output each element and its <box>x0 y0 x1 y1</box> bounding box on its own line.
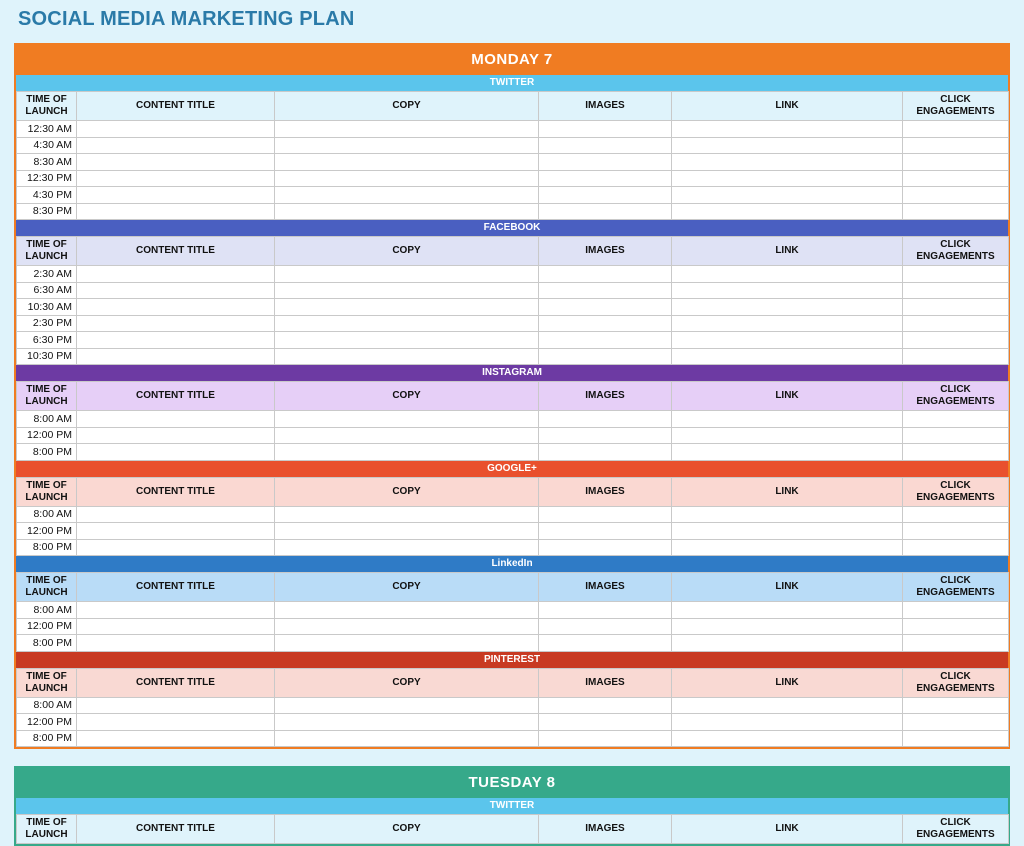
entry-cell[interactable] <box>77 444 275 461</box>
table-row <box>17 714 1009 731</box>
entry-cell[interactable] <box>903 299 1009 316</box>
column-header-row <box>17 477 1009 506</box>
entry-cell[interactable] <box>77 523 275 540</box>
entry-cell[interactable] <box>672 523 903 540</box>
column-header-content-title: CONTENT TITLE <box>77 477 275 506</box>
column-header-time-of-launch: TIME OF LAUNCH <box>17 382 77 411</box>
entry-cell[interactable] <box>77 427 275 444</box>
entry-cell[interactable] <box>903 282 1009 299</box>
table-row <box>17 348 1009 365</box>
entry-cell[interactable] <box>903 170 1009 187</box>
column-header-copy: COPY <box>275 477 539 506</box>
column-header-click-engagements: CLICK ENGAGEMENTS <box>903 573 1009 602</box>
entry-cell[interactable] <box>275 187 539 204</box>
time-cell: 12:00 PM <box>17 618 77 635</box>
entry-cell[interactable] <box>903 697 1009 714</box>
column-header-click-engagements: CLICK ENGAGEMENTS <box>903 477 1009 506</box>
entry-cell[interactable] <box>275 170 539 187</box>
column-header-row <box>17 668 1009 697</box>
time-cell: 6:30 PM <box>17 332 77 349</box>
entry-cell[interactable] <box>539 299 672 316</box>
entry-cell[interactable] <box>672 539 903 556</box>
column-header-copy: COPY <box>275 237 539 266</box>
time-cell: 8:00 PM <box>17 444 77 461</box>
entry-cell[interactable] <box>672 170 903 187</box>
entry-cell[interactable] <box>539 427 672 444</box>
schedule-table <box>16 814 1009 844</box>
entry-cell[interactable] <box>903 348 1009 365</box>
column-header-images: IMAGES <box>539 477 672 506</box>
column-header-content-title: CONTENT TITLE <box>77 668 275 697</box>
table-row <box>17 730 1009 747</box>
table-row <box>17 618 1009 635</box>
page-title: SOCIAL MEDIA MARKETING PLAN <box>18 8 355 30</box>
day-block-tuesday <box>14 766 1010 846</box>
table-row <box>17 203 1009 220</box>
table-row <box>17 332 1009 349</box>
entry-cell[interactable] <box>539 187 672 204</box>
entry-cell[interactable] <box>903 203 1009 220</box>
entry-cell[interactable] <box>77 315 275 332</box>
entry-cell[interactable] <box>77 187 275 204</box>
table-row <box>17 170 1009 187</box>
table-row <box>17 427 1009 444</box>
entry-cell[interactable] <box>275 635 539 652</box>
entry-cell[interactable] <box>672 635 903 652</box>
time-cell: 6:30 AM <box>17 282 77 299</box>
column-header-time-of-launch: TIME OF LAUNCH <box>17 92 77 121</box>
entry-cell[interactable] <box>903 635 1009 652</box>
entry-cell[interactable] <box>672 315 903 332</box>
schedule-table <box>16 668 1009 748</box>
column-header-click-engagements: CLICK ENGAGEMENTS <box>903 815 1009 844</box>
day-header: MONDAY 7 <box>16 45 1008 75</box>
table-row <box>17 187 1009 204</box>
entry-cell[interactable] <box>77 539 275 556</box>
entry-cell[interactable] <box>275 332 539 349</box>
entry-cell[interactable] <box>672 730 903 747</box>
entry-cell[interactable] <box>539 539 672 556</box>
entry-cell[interactable] <box>672 506 903 523</box>
entry-cell[interactable] <box>539 635 672 652</box>
entry-cell[interactable] <box>672 137 903 154</box>
entry-cell[interactable] <box>77 332 275 349</box>
entry-cell[interactable] <box>539 121 672 138</box>
entry-cell[interactable] <box>275 539 539 556</box>
entry-cell[interactable] <box>77 266 275 283</box>
entry-cell[interactable] <box>539 714 672 731</box>
day-block-monday <box>14 43 1010 749</box>
entry-cell[interactable] <box>903 427 1009 444</box>
column-header-link: LINK <box>672 92 903 121</box>
entry-cell[interactable] <box>539 266 672 283</box>
entry-cell[interactable] <box>903 618 1009 635</box>
table-row <box>17 602 1009 619</box>
entry-cell[interactable] <box>903 266 1009 283</box>
entry-cell[interactable] <box>539 154 672 171</box>
entry-cell[interactable] <box>275 137 539 154</box>
time-cell: 8:30 AM <box>17 154 77 171</box>
time-cell: 8:30 PM <box>17 203 77 220</box>
entry-cell[interactable] <box>539 523 672 540</box>
table-row <box>17 444 1009 461</box>
table-row <box>17 266 1009 283</box>
entry-cell[interactable] <box>275 266 539 283</box>
table-row <box>17 506 1009 523</box>
entry-cell[interactable] <box>539 348 672 365</box>
table-row <box>17 282 1009 299</box>
entry-cell[interactable] <box>903 411 1009 428</box>
time-cell: 2:30 AM <box>17 266 77 283</box>
entry-cell[interactable] <box>539 602 672 619</box>
platform-bar-pinterest: PINTEREST <box>16 652 1008 668</box>
entry-cell[interactable] <box>539 618 672 635</box>
time-cell: 10:30 PM <box>17 348 77 365</box>
entry-cell[interactable] <box>539 411 672 428</box>
column-header-copy: COPY <box>275 668 539 697</box>
column-header-copy: COPY <box>275 573 539 602</box>
table-row <box>17 315 1009 332</box>
entry-cell[interactable] <box>275 618 539 635</box>
column-header-content-title: CONTENT TITLE <box>77 382 275 411</box>
entry-cell[interactable] <box>539 315 672 332</box>
entry-cell[interactable] <box>672 266 903 283</box>
entry-cell[interactable] <box>539 697 672 714</box>
entry-cell[interactable] <box>672 714 903 731</box>
time-cell: 12:30 PM <box>17 170 77 187</box>
entry-cell[interactable] <box>275 411 539 428</box>
table-row <box>17 137 1009 154</box>
entry-cell[interactable] <box>539 730 672 747</box>
entry-cell[interactable] <box>77 635 275 652</box>
time-cell: 8:00 PM <box>17 730 77 747</box>
entry-cell[interactable] <box>77 618 275 635</box>
time-cell: 10:30 AM <box>17 299 77 316</box>
time-cell: 8:00 PM <box>17 539 77 556</box>
column-header-images: IMAGES <box>539 92 672 121</box>
column-header-images: IMAGES <box>539 573 672 602</box>
column-header-content-title: CONTENT TITLE <box>77 237 275 266</box>
entry-cell[interactable] <box>275 523 539 540</box>
entry-cell[interactable] <box>77 170 275 187</box>
entry-cell[interactable] <box>275 444 539 461</box>
platform-bar-twitter: TWITTER <box>16 75 1008 91</box>
platform-bar-facebook: FACEBOOK <box>16 220 1008 236</box>
entry-cell[interactable] <box>903 315 1009 332</box>
column-header-time-of-launch: TIME OF LAUNCH <box>17 237 77 266</box>
entry-cell[interactable] <box>77 203 275 220</box>
table-row <box>17 635 1009 652</box>
column-header-images: IMAGES <box>539 237 672 266</box>
entry-cell[interactable] <box>903 506 1009 523</box>
entry-cell[interactable] <box>672 618 903 635</box>
entry-cell[interactable] <box>275 697 539 714</box>
entry-cell[interactable] <box>275 427 539 444</box>
schedule-table <box>16 381 1009 461</box>
entry-cell[interactable] <box>539 332 672 349</box>
column-header-time-of-launch: TIME OF LAUNCH <box>17 668 77 697</box>
time-cell: 8:00 AM <box>17 697 77 714</box>
time-cell: 12:00 PM <box>17 714 77 731</box>
entry-cell[interactable] <box>77 506 275 523</box>
schedule-table <box>16 236 1009 365</box>
entry-cell[interactable] <box>672 411 903 428</box>
entry-cell[interactable] <box>275 714 539 731</box>
table-row <box>17 299 1009 316</box>
table-row <box>17 697 1009 714</box>
column-header-copy: COPY <box>275 382 539 411</box>
column-header-row <box>17 237 1009 266</box>
time-cell: 8:00 PM <box>17 635 77 652</box>
entry-cell[interactable] <box>903 602 1009 619</box>
entry-cell[interactable] <box>903 539 1009 556</box>
entry-cell[interactable] <box>275 203 539 220</box>
entry-cell[interactable] <box>275 154 539 171</box>
column-header-row <box>17 573 1009 602</box>
column-header-link: LINK <box>672 573 903 602</box>
entry-cell[interactable] <box>77 697 275 714</box>
column-header-content-title: CONTENT TITLE <box>77 815 275 844</box>
time-cell: 8:00 AM <box>17 506 77 523</box>
entry-cell[interactable] <box>903 714 1009 731</box>
entry-cell[interactable] <box>77 602 275 619</box>
column-header-click-engagements: CLICK ENGAGEMENTS <box>903 92 1009 121</box>
column-header-row <box>17 92 1009 121</box>
entry-cell[interactable] <box>539 170 672 187</box>
entry-cell[interactable] <box>275 282 539 299</box>
entry-cell[interactable] <box>672 348 903 365</box>
entry-cell[interactable] <box>672 332 903 349</box>
entry-cell[interactable] <box>539 506 672 523</box>
entry-cell[interactable] <box>77 282 275 299</box>
column-header-link: LINK <box>672 815 903 844</box>
table-row <box>17 154 1009 171</box>
entry-cell[interactable] <box>672 444 903 461</box>
schedule-table <box>16 477 1009 557</box>
column-header-copy: COPY <box>275 92 539 121</box>
column-header-link: LINK <box>672 237 903 266</box>
column-header-time-of-launch: TIME OF LAUNCH <box>17 477 77 506</box>
entry-cell[interactable] <box>672 121 903 138</box>
entry-cell[interactable] <box>539 137 672 154</box>
column-header-time-of-launch: TIME OF LAUNCH <box>17 573 77 602</box>
column-header-row <box>17 382 1009 411</box>
entry-cell[interactable] <box>77 154 275 171</box>
column-header-link: LINK <box>672 382 903 411</box>
entry-cell[interactable] <box>672 299 903 316</box>
column-header-click-engagements: CLICK ENGAGEMENTS <box>903 237 1009 266</box>
platform-bar-twitter: TWITTER <box>16 798 1008 814</box>
entry-cell[interactable] <box>77 730 275 747</box>
entry-cell[interactable] <box>77 137 275 154</box>
entry-cell[interactable] <box>672 203 903 220</box>
time-cell: 2:30 PM <box>17 315 77 332</box>
entry-cell[interactable] <box>275 602 539 619</box>
platform-bar-linkedin: LinkedIn <box>16 556 1008 572</box>
table-row <box>17 121 1009 138</box>
time-cell: 12:00 PM <box>17 427 77 444</box>
column-header-images: IMAGES <box>539 668 672 697</box>
entry-cell[interactable] <box>275 121 539 138</box>
column-header-content-title: CONTENT TITLE <box>77 573 275 602</box>
entry-cell[interactable] <box>672 154 903 171</box>
table-row <box>17 411 1009 428</box>
entry-cell[interactable] <box>275 348 539 365</box>
entry-cell[interactable] <box>77 348 275 365</box>
table-row <box>17 523 1009 540</box>
schedule-table <box>16 91 1009 220</box>
column-header-link: LINK <box>672 477 903 506</box>
entry-cell[interactable] <box>275 299 539 316</box>
entry-cell[interactable] <box>539 282 672 299</box>
column-header-images: IMAGES <box>539 815 672 844</box>
entry-cell[interactable] <box>903 121 1009 138</box>
column-header-time-of-launch: TIME OF LAUNCH <box>17 815 77 844</box>
entry-cell[interactable] <box>903 444 1009 461</box>
entry-cell[interactable] <box>672 282 903 299</box>
entry-cell[interactable] <box>672 427 903 444</box>
entry-cell[interactable] <box>903 332 1009 349</box>
schedule-table <box>16 572 1009 652</box>
time-cell: 12:30 AM <box>17 121 77 138</box>
day-header: TUESDAY 8 <box>16 768 1008 798</box>
entry-cell[interactable] <box>539 203 672 220</box>
time-cell: 4:30 AM <box>17 137 77 154</box>
entry-cell[interactable] <box>903 187 1009 204</box>
entry-cell[interactable] <box>77 714 275 731</box>
column-header-images: IMAGES <box>539 382 672 411</box>
column-header-row <box>17 815 1009 844</box>
platform-bar-instagram: INSTAGRAM <box>16 365 1008 381</box>
time-cell: 8:00 AM <box>17 411 77 428</box>
column-header-click-engagements: CLICK ENGAGEMENTS <box>903 382 1009 411</box>
column-header-copy: COPY <box>275 815 539 844</box>
table-row <box>17 539 1009 556</box>
entry-cell[interactable] <box>672 697 903 714</box>
entry-cell[interactable] <box>903 523 1009 540</box>
entry-cell[interactable] <box>275 730 539 747</box>
entry-cell[interactable] <box>672 602 903 619</box>
entry-cell[interactable] <box>77 299 275 316</box>
column-header-link: LINK <box>672 668 903 697</box>
time-cell: 8:00 AM <box>17 602 77 619</box>
entry-cell[interactable] <box>275 315 539 332</box>
entry-cell[interactable] <box>903 154 1009 171</box>
entry-cell[interactable] <box>903 730 1009 747</box>
platform-bar-google: GOOGLE+ <box>16 461 1008 477</box>
entry-cell[interactable] <box>77 411 275 428</box>
entry-cell[interactable] <box>539 444 672 461</box>
entry-cell[interactable] <box>275 506 539 523</box>
time-cell: 12:00 PM <box>17 523 77 540</box>
column-header-click-engagements: CLICK ENGAGEMENTS <box>903 668 1009 697</box>
time-cell: 4:30 PM <box>17 187 77 204</box>
column-header-content-title: CONTENT TITLE <box>77 92 275 121</box>
entry-cell[interactable] <box>903 137 1009 154</box>
entry-cell[interactable] <box>77 121 275 138</box>
entry-cell[interactable] <box>672 187 903 204</box>
